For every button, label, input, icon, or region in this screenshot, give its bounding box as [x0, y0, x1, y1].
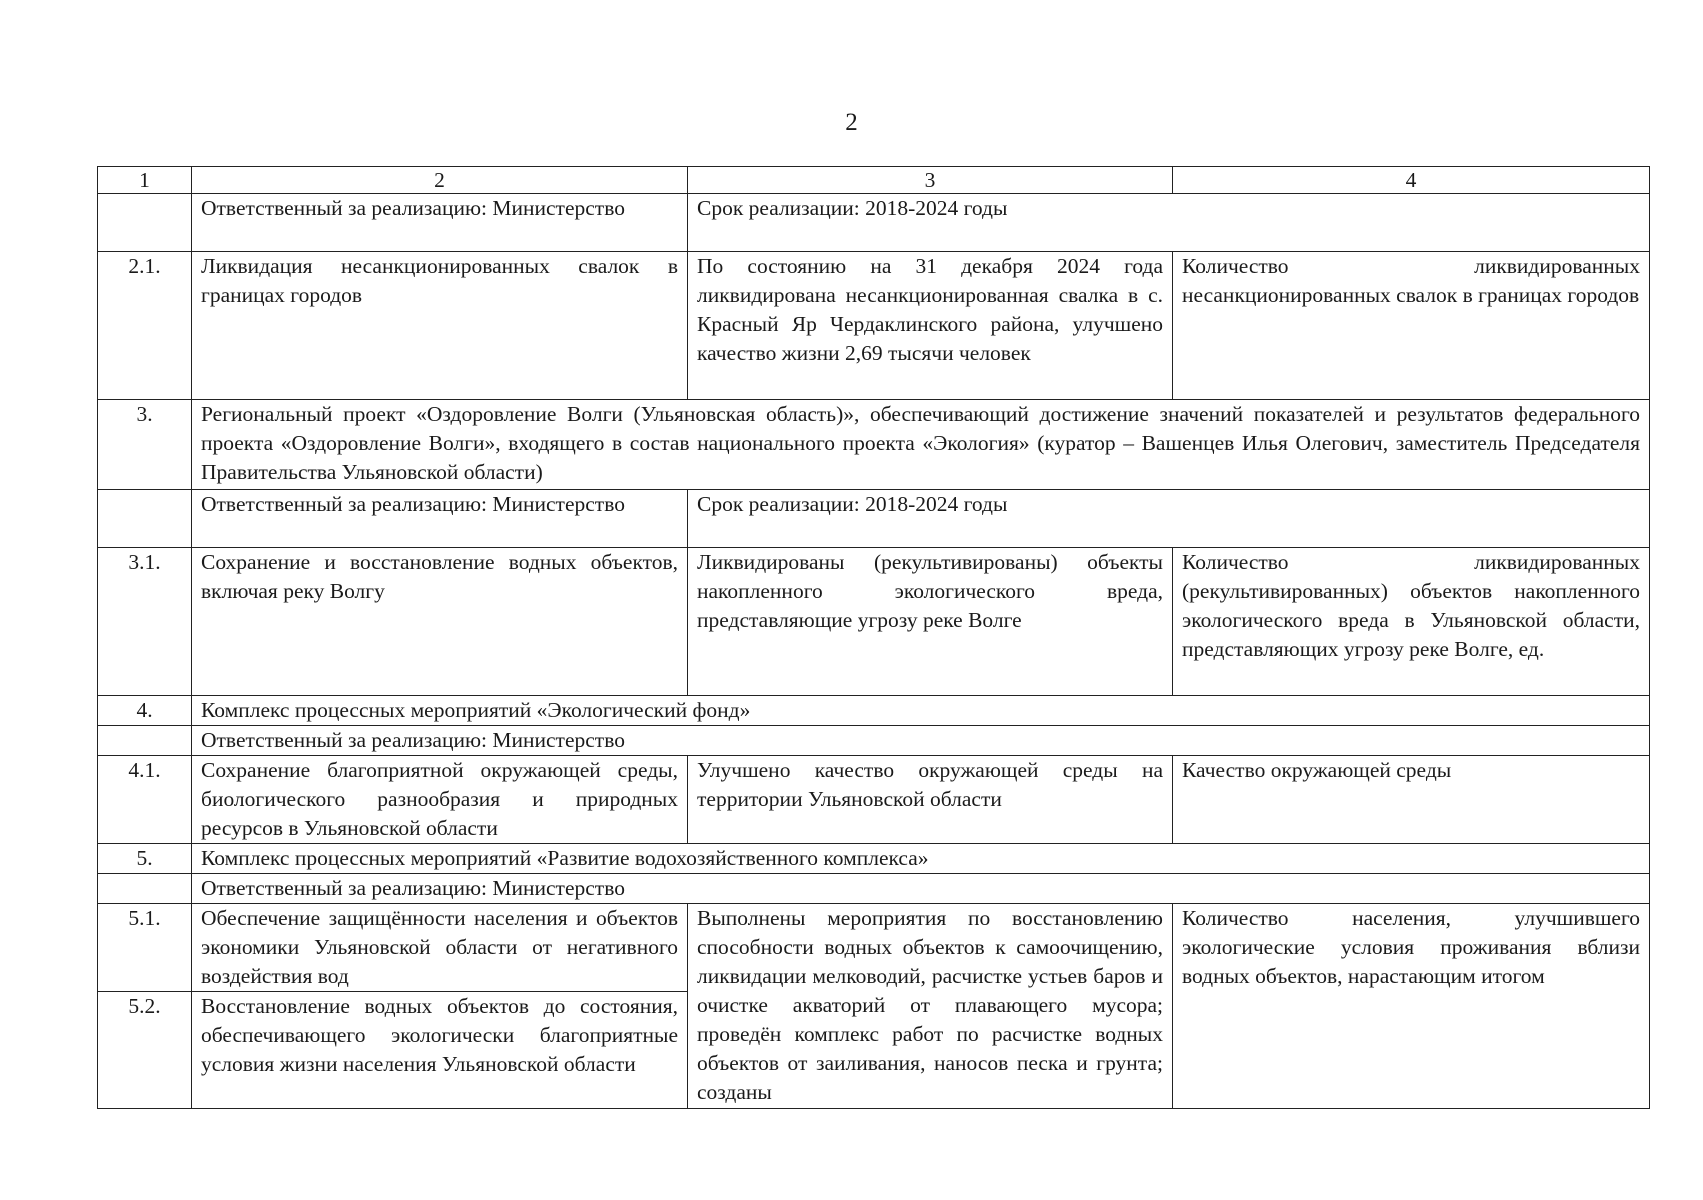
result-cell: Улучшено качество окружающей среды на территории Ульяновской области	[688, 756, 1173, 844]
section-4-responsible-row	[98, 726, 1650, 756]
table-header-row	[98, 167, 1650, 194]
measures-table	[97, 166, 1650, 1109]
section-number: 4.	[98, 696, 192, 726]
term-cell: Срок реализации: 2018-2024 годы	[688, 490, 1650, 548]
responsible-cell: Ответственный за реализацию: Министерство	[192, 490, 688, 548]
header-col-2: 2	[192, 167, 688, 194]
row-number: 4.1.	[98, 756, 192, 844]
section-5-title-row	[98, 844, 1650, 874]
header-col-4: 4	[1173, 167, 1650, 194]
section-number: 3.	[98, 400, 192, 490]
section-title: Комплекс процессных мероприятий «Развитие водохозяйственного комплекса»	[192, 844, 1650, 874]
table-row-3-1	[98, 548, 1650, 696]
section-number: 5.	[98, 844, 192, 874]
indicator-cell: Качество окружающей среды	[1173, 756, 1650, 844]
term-cell: Срок реализации: 2018-2024 годы	[688, 194, 1650, 252]
section-2-responsible-row	[98, 194, 1650, 252]
empty-number-cell	[98, 874, 192, 904]
section-4-title-row	[98, 696, 1650, 726]
empty-number-cell	[98, 490, 192, 548]
section-title: Комплекс процессных мероприятий «Экологический фонд»	[192, 696, 1650, 726]
section-5-responsible-row	[98, 874, 1650, 904]
header-col-1: 1	[98, 167, 192, 194]
row-number: 3.1.	[98, 548, 192, 696]
responsible-cell: Ответственный за реализацию: Министерство	[192, 194, 688, 252]
section-3-responsible-row	[98, 490, 1650, 548]
indicator-cell: Количество ликвидированных несанкционированных свалок в границах городов	[1173, 252, 1650, 400]
row-number: 2.1.	[98, 252, 192, 400]
header-col-3: 3	[688, 167, 1173, 194]
indicator-cell: Количество населения, улучшившего экологические условия проживания вблизи водных объектов, нарастающим итогом	[1173, 904, 1650, 1109]
table-row-5-1	[98, 904, 1650, 992]
result-cell: По состоянию на 31 декабря 2024 года ликвидирована несанкционированная свалка в с. Красный Яр Чердаклинского района, улучшено качество жизни 2,69 тысячи человек	[688, 252, 1173, 400]
row-number: 5.1.	[98, 904, 192, 992]
task-cell: Обеспечение защищённости населения и объектов экономики Ульяновской области от негативного воздействия вод	[192, 904, 688, 992]
responsible-cell: Ответственный за реализацию: Министерство	[192, 726, 1650, 756]
result-cell: Выполнены мероприятия по восстановлению способности водных объектов к самоочищению, ликвидации мелководий, расчистке устьев баров и очистке акваторий от плавающего мусора; проведён комплекс работ по расчистке водных объектов от заиливания, наносов песка и грунта; созданы	[688, 904, 1173, 1109]
empty-number-cell	[98, 726, 192, 756]
indicator-cell: Количество ликвидированных (рекультивированных) объектов накопленного экологического вреда в Ульяновской области, представляющих угрозу реке Волге, ед.	[1173, 548, 1650, 696]
page-number: 2	[845, 109, 858, 136]
responsible-cell: Ответственный за реализацию: Министерство	[192, 874, 1650, 904]
section-3-title-row	[98, 400, 1650, 490]
task-cell: Сохранение и восстановление водных объектов, включая реку Волгу	[192, 548, 688, 696]
empty-number-cell	[98, 194, 192, 252]
result-cell: Ликвидированы (рекультивированы) объекты накопленного экологического вреда, представляющие угрозу реке Волге	[688, 548, 1173, 696]
row-number: 5.2.	[98, 992, 192, 1109]
table-row-2-1	[98, 252, 1650, 400]
section-title: Региональный проект «Оздоровление Волги (Ульяновская область)», обеспечивающий достижение значений показателей и результатов федерального проекта «Оздоровление Волги», входящего в состав национального проекта «Экология» (куратор – Вашенцев Илья Олегович, заместитель Председателя Правительства Ульяновской области)	[192, 400, 1650, 490]
task-cell: Ликвидация несанкционированных свалок в границах городов	[192, 252, 688, 400]
task-cell: Восстановление водных объектов до состояния, обеспечивающего экологически благоприятные условия жизни населения Ульяновской области	[192, 992, 688, 1109]
task-cell: Сохранение благоприятной окружающей среды, биологического разнообразия и природных ресурсов в Ульяновской области	[192, 756, 688, 844]
table-row-4-1	[98, 756, 1650, 844]
